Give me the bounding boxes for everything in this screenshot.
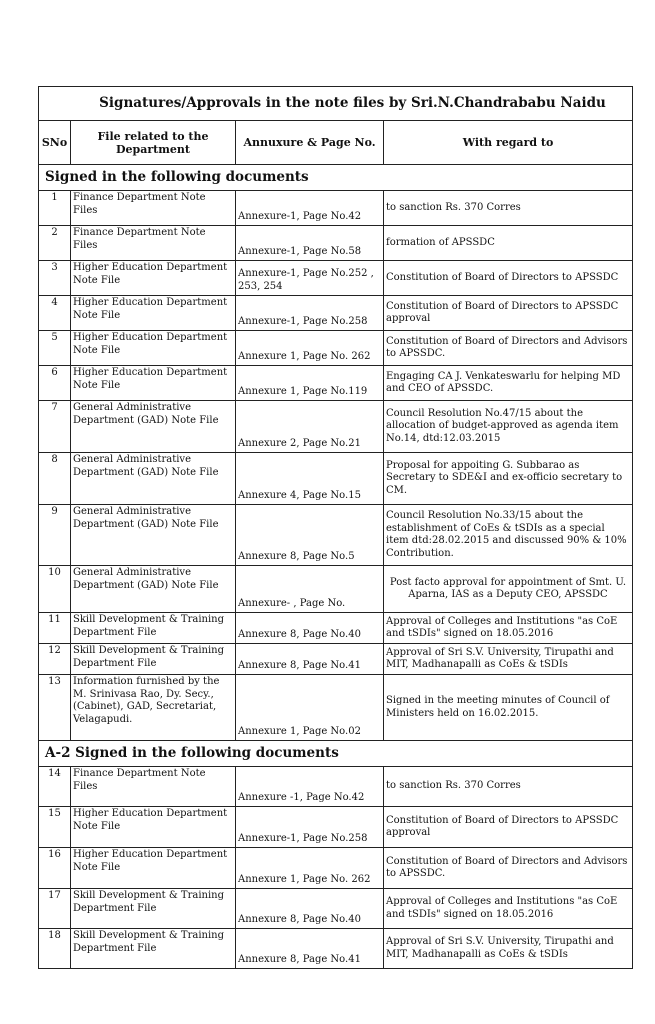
row-sno: 4 bbox=[39, 296, 71, 331]
row-sno: 13 bbox=[39, 675, 71, 741]
row-regard: formation of APSSDC bbox=[384, 226, 633, 261]
table-row bbox=[39, 848, 633, 889]
row-sno: 12 bbox=[39, 644, 71, 675]
row-file: General Administrative Department (GAD) Note File bbox=[71, 401, 236, 453]
table-row bbox=[39, 644, 633, 675]
row-annexure: Annexure-1, Page No.258 bbox=[236, 807, 384, 848]
row-regard: Approval of Colleges and Institutions "as CoE and tSDIs" signed on 18.05.2016 bbox=[384, 889, 633, 929]
row-file: Information furnished by the M. Srinivasa Rao, Dy. Secy., (Cabinet), GAD, Secretariat, Velagapudi. bbox=[71, 675, 236, 741]
row-sno: 3 bbox=[39, 261, 71, 296]
row-file: Finance Department Note Files bbox=[71, 191, 236, 226]
row-file: Skill Development & Training Department File bbox=[71, 613, 236, 644]
row-regard: Constitution of Board of Directors to APSSDC approval bbox=[384, 296, 633, 331]
row-annexure: Annexure-1, Page No.252 , 253, 254 bbox=[236, 261, 384, 296]
section-title: A-2 Signed in the following documents bbox=[39, 741, 633, 767]
row-regard: Engaging CA J. Venkateswarlu for helping MD and CEO of APSSDC. bbox=[384, 366, 633, 401]
row-file: Finance Department Note Files bbox=[71, 767, 236, 807]
row-sno: 10 bbox=[39, 566, 71, 613]
row-regard: to sanction Rs. 370 Corres bbox=[384, 767, 633, 807]
row-annexure: Annexure 2, Page No.21 bbox=[236, 401, 384, 453]
row-file: General Administrative Department (GAD) Note File bbox=[71, 453, 236, 505]
row-file: Higher Education Department Note File bbox=[71, 296, 236, 331]
row-sno: 5 bbox=[39, 331, 71, 366]
row-annexure: Annexure 8, Page No.40 bbox=[236, 613, 384, 644]
row-annexure: Annexure 1, Page No.02 bbox=[236, 675, 384, 741]
row-regard: Constitution of Board of Directors and Advisors to APSSDC. bbox=[384, 848, 633, 889]
row-sno: 7 bbox=[39, 401, 71, 453]
row-regard: Post facto approval for appointment of Smt. U. Aparna, IAS as a Deputy CEO, APSSDC bbox=[384, 566, 633, 613]
row-sno: 14 bbox=[39, 767, 71, 807]
header-file: File related to the Department bbox=[71, 121, 236, 165]
row-file: General Administrative Department (GAD) Note File bbox=[71, 505, 236, 566]
row-regard: Approval of Sri S.V. University, Tirupathi and MIT, Madhanapalli as CoEs & tSDIs bbox=[384, 644, 633, 675]
row-annexure: Annexure- , Page No. bbox=[236, 566, 384, 613]
row-regard: Constitution of Board of Directors and Advisors to APSSDC. bbox=[384, 331, 633, 366]
table-row bbox=[39, 453, 633, 505]
row-annexure: Annexure 4, Page No.15 bbox=[236, 453, 384, 505]
row-annexure: Annexure 8, Page No.40 bbox=[236, 889, 384, 929]
row-sno: 8 bbox=[39, 453, 71, 505]
row-regard: Constitution of Board of Directors to APSSDC approval bbox=[384, 807, 633, 848]
row-file: Finance Department Note Files bbox=[71, 226, 236, 261]
table-row bbox=[39, 613, 633, 644]
row-regard: to sanction Rs. 370 Corres bbox=[384, 191, 633, 226]
row-annexure: Annexure-1, Page No.258 bbox=[236, 296, 384, 331]
document-title: Signatures/Approvals in the note files by Sri.N.Chandrababu Naidu bbox=[39, 87, 633, 121]
row-file: Higher Education Department Note File bbox=[71, 807, 236, 848]
header-regard: With regard to bbox=[384, 121, 633, 165]
row-regard: Council Resolution No.33/15 about the establishment of CoEs & tSDIs as a special item dtd:28.02.2015 and discussed 90% & 10% Contribution. bbox=[384, 505, 633, 566]
table-row bbox=[39, 261, 633, 296]
row-sno: 17 bbox=[39, 889, 71, 929]
row-annexure: Annexure 8, Page No.41 bbox=[236, 644, 384, 675]
row-sno: 1 bbox=[39, 191, 71, 226]
table-row bbox=[39, 226, 633, 261]
header-sno: SNo bbox=[39, 121, 71, 165]
row-sno: 18 bbox=[39, 929, 71, 969]
table-row bbox=[39, 331, 633, 366]
row-sno: 16 bbox=[39, 848, 71, 889]
table-row bbox=[39, 296, 633, 331]
row-sno: 15 bbox=[39, 807, 71, 848]
row-annexure: Annexure 8, Page No.41 bbox=[236, 929, 384, 969]
row-regard: Council Resolution No.47/15 about the allocation of budget-approved as agenda item No.14, dtd:12.03.2015 bbox=[384, 401, 633, 453]
row-sno: 11 bbox=[39, 613, 71, 644]
row-regard: Signed in the meeting minutes of Council of Ministers held on 16.02.2015. bbox=[384, 675, 633, 741]
table-row bbox=[39, 505, 633, 566]
row-regard: Proposal for appoiting G. Subbarao as Secretary to SDE&I and ex-officio secretary to CM. bbox=[384, 453, 633, 505]
table-row bbox=[39, 807, 633, 848]
approvals-table bbox=[38, 86, 633, 969]
row-file: Higher Education Department Note File bbox=[71, 331, 236, 366]
row-file: General Administrative Department (GAD) Note File bbox=[71, 566, 236, 613]
section-title: Signed in the following documents bbox=[39, 165, 633, 191]
table-row bbox=[39, 401, 633, 453]
row-file: Skill Development & Training Department File bbox=[71, 929, 236, 969]
table-row bbox=[39, 767, 633, 807]
row-regard: Approval of Colleges and Institutions "as CoE and tSDIs" signed on 18.05.2016 bbox=[384, 613, 633, 644]
table-row bbox=[39, 366, 633, 401]
row-file: Skill Development & Training Department File bbox=[71, 889, 236, 929]
row-annexure: Annexure-1, Page No.58 bbox=[236, 226, 384, 261]
row-sno: 6 bbox=[39, 366, 71, 401]
table-row bbox=[39, 191, 633, 226]
row-annexure: Annexure 8, Page No.5 bbox=[236, 505, 384, 566]
row-annexure: Annexure -1, Page No.42 bbox=[236, 767, 384, 807]
row-sno: 9 bbox=[39, 505, 71, 566]
table-row bbox=[39, 675, 633, 741]
row-file: Higher Education Department Note File bbox=[71, 366, 236, 401]
table-row bbox=[39, 889, 633, 929]
row-annexure: Annexure-1, Page No.42 bbox=[236, 191, 384, 226]
row-annexure: Annexure 1, Page No. 262 bbox=[236, 331, 384, 366]
row-regard: Constitution of Board of Directors to APSSDC bbox=[384, 261, 633, 296]
row-regard: Approval of Sri S.V. University, Tirupathi and MIT, Madhanapalli as CoEs & tSDIs bbox=[384, 929, 633, 969]
row-file: Higher Education Department Note File bbox=[71, 261, 236, 296]
table-row bbox=[39, 929, 633, 969]
table-row bbox=[39, 566, 633, 613]
row-sno: 2 bbox=[39, 226, 71, 261]
row-file: Higher Education Department Note File bbox=[71, 848, 236, 889]
document-page bbox=[38, 86, 632, 969]
row-file: Skill Development & Training Department File bbox=[71, 644, 236, 675]
row-annexure: Annexure 1, Page No. 262 bbox=[236, 848, 384, 889]
header-annexure: Annuxure & Page No. bbox=[236, 121, 384, 165]
row-annexure: Annexure 1, Page No.119 bbox=[236, 366, 384, 401]
